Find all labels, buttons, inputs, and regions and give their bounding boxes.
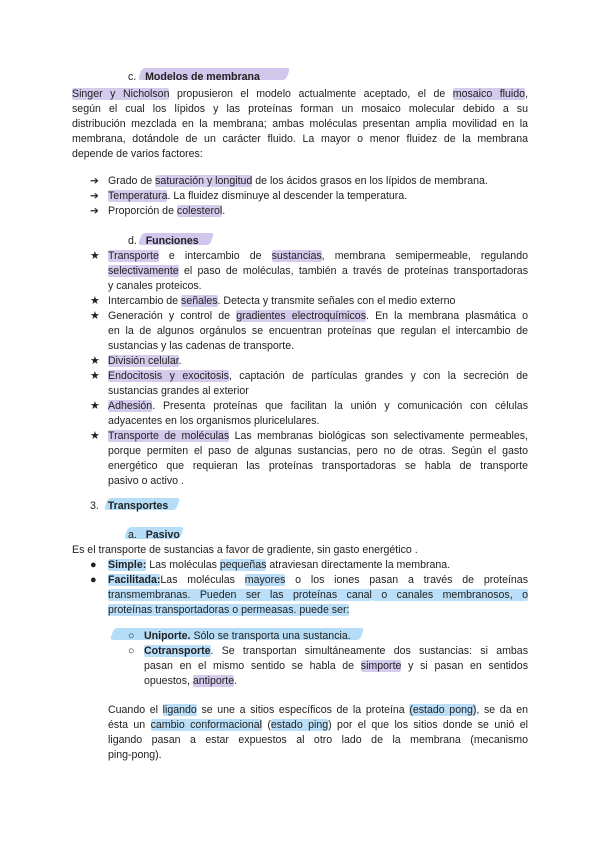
highlighted-term: Adhesión [108,400,153,412]
section-marker: 3. [90,500,99,512]
pingpong-paragraph-line: ésta un cambio conformacional (estado ping) por el que los sitios donde se unió el [108,719,528,731]
function-item-line: adyacentes en los organismos pluricelulares. [108,415,320,427]
star-bullet-icon: ★ [90,250,100,262]
highlighted-term: simporte [360,660,402,672]
function-item-line: Adhesión. Presenta proteínas que facilitan la unión y comunicación con células [108,400,528,412]
paragraph-line: según el cual los lípidos y las proteínas forman un mosaico molecular debido a su [72,103,528,115]
function-item-line: Intercambio de señales. Detecta y transmite señales con el medio externo [108,295,456,307]
function-item-line: Generación y control de gradientes electroquímicos. En la membrana plasmática o [108,310,528,322]
term-label: Cotransporte [144,645,211,657]
highlighted-term: División celular [108,355,179,367]
circle-bullet-icon: ○ [128,630,135,642]
highlighted-term: estado ping [270,719,329,731]
term-label: Uniporte. [144,630,191,642]
facilitated-transport-line: proteínas transportadoras o permeasas. puede ser: [108,604,350,616]
star-bullet-icon: ★ [90,430,100,442]
facilitated-transport-line: Facilitada:Las moléculas mayores o los iones pasan a través de proteínas [108,574,528,586]
paragraph-line: membrana, dotándole de un carácter fluido. La mayor o menor fluidez de la membrana [72,133,528,145]
section-title: Modelos de membrana [145,71,260,83]
function-item-line: Transporte de moléculas Las membranas biológicas son selectivamente permeables, [108,430,528,442]
highlighted-term: señales [181,295,218,307]
function-item-line: y canales proteicos. [108,280,202,292]
dot-bullet-icon: ● [90,574,97,586]
section-marker: d. [128,235,137,247]
section-marker: c. [128,71,137,83]
subtype-item-line: opuestos, antiporte. [144,675,238,687]
highlighted-term: Transporte de moléculas [108,430,230,442]
section-heading-functions [128,234,199,249]
arrow-bullet-icon: ➔ [90,190,99,202]
term-label: Simple: [108,559,147,571]
star-bullet-icon: ★ [90,400,100,412]
section-title: Transportes [107,500,169,512]
highlighted-term: Singer y Nicholson [72,88,170,100]
highlighted-term: selectivamente [108,265,179,277]
section-title: Funciones [145,235,199,247]
pingpong-paragraph-line: ligando pasan a estar expuestos al otro lado de la membrana (mecanismo [108,734,528,746]
function-item-line: en la de algunos orgánulos se encuentran proteínas que regulan el intercambio de [108,325,528,337]
highlighted-term: colesterol [176,205,223,217]
section-heading-membrane-models [128,70,260,85]
function-item-line: sustancias grandes al exterior [108,385,249,397]
paragraph-line: Singer y Nicholson propusieron el modelo actualmente aceptado, el de mosaico fluido, [72,88,529,100]
subtype-item-line: pasan en el mismo sentido se habla de simporte y si pasan en sentidos [144,660,528,672]
highlighted-term: pequeñas [219,559,267,571]
function-item-line: Transporte e intercambio de sustancias, membrana semipermeable, regulando [108,250,528,262]
highlighted-term: cambio conformacional [150,719,262,731]
highlighted-term: antiporte [192,675,235,687]
star-bullet-icon: ★ [90,370,100,382]
function-item-line: sustancias y las cadenas de transporte. [108,340,295,352]
highlighted-term: mayores [244,574,286,586]
function-item-line: porque permiten el paso de algunas sustancias, pero no de otras. Según el gasto [108,445,528,457]
highlighted-term: Transporte [108,250,159,262]
term-label: Facilitada: [108,574,161,586]
paragraph-line: distribución mezclada en la membrana; ambas moléculas presentan amplia movilidad en la [72,118,528,130]
arrow-bullet-icon: ➔ [90,205,99,217]
function-item-line: pasivo o activo . [108,475,184,487]
pingpong-paragraph-line: ping-pong). [108,749,162,761]
circle-bullet-icon: ○ [128,645,135,657]
section-marker: a. [128,529,137,541]
highlighted-term: Temperatura [108,190,168,202]
star-bullet-icon: ★ [90,310,100,322]
section-title: Pasivo [145,529,180,541]
highlighted-term: (estado pong) [409,704,477,716]
factor-item: Proporción de colesterol. [108,205,226,217]
passive-intro: Es el transporte de sustancias a favor de gradiente, sin gasto energético . [72,544,418,556]
arrow-bullet-icon: ➔ [90,175,99,187]
function-item-line: energético que requieran las proteínas transportadoras se habla de transporte [108,460,528,472]
pingpong-paragraph-line: Cuando el ligando se une a sitios específicos de la proteína (estado pong), se da en [108,704,529,716]
highlighted-term: Endocitosis y exocitosis [108,370,229,382]
highlighted-term: mosaico fluido [452,88,526,100]
highlighted-term: saturación y longitud [155,175,253,187]
function-item-line: Endocitosis y exocitosis, captación de partículas grandes y con la secreción de [108,370,528,382]
subsection-heading-passive [128,528,180,543]
subtype-item: Uniporte. Sólo se transporta una sustancia. [144,630,351,642]
highlighted-term: ligando [162,704,197,716]
factor-item: Grado de saturación y longitud de los ácidos grasos en los lípidos de membrana. [108,175,488,187]
simple-transport-item: Simple: Las moléculas pequeñas atraviesan directamente la membrana. [108,559,451,571]
star-bullet-icon: ★ [90,355,100,367]
highlighted-term: gradientes electroquímicos [236,310,366,322]
facilitated-transport-line: transmembranas. Pueden ser las proteínas canal o canales membranosos, o [108,589,528,601]
function-item-line: División celular. [108,355,182,367]
star-bullet-icon: ★ [90,295,100,307]
section-heading-transport [90,499,168,514]
highlighted-term: sustancias [271,250,322,262]
factor-item: Temperatura. La fluidez disminuye al descender la temperatura. [108,190,408,202]
subtype-item-line: Cotransporte. Se transportan simultáneamente dos sustancias: si ambas [144,645,528,657]
function-item-line: selectivamente el paso de moléculas, también a través de proteínas transportadoras [108,265,528,277]
dot-bullet-icon: ● [90,559,97,571]
highlighted-term: proteínas canal [292,589,372,601]
paragraph-line: depende de varios factores: [72,148,203,160]
